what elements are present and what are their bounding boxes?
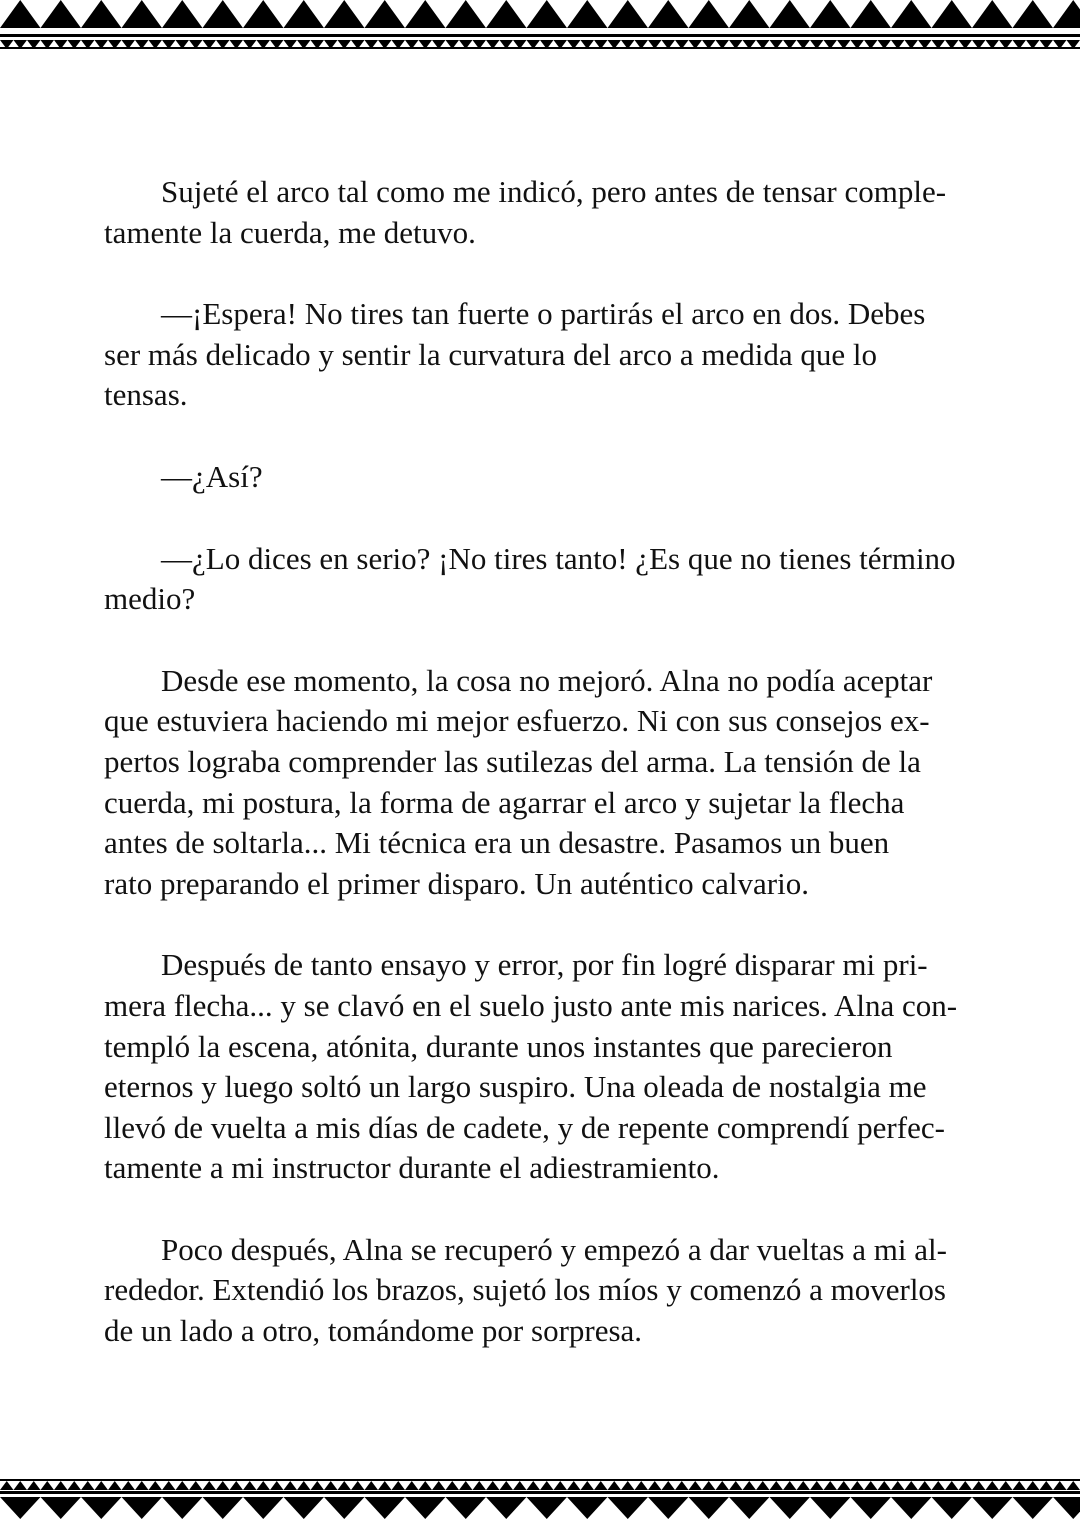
- ornament-small-triangle: [810, 1481, 824, 1490]
- ornament-triangle: [1013, 0, 1054, 28]
- ornament-small-triangle: [81, 1481, 95, 1490]
- ornament-small-triangle: [743, 1481, 757, 1490]
- ornament-small-triangle: [486, 1481, 500, 1490]
- ornament-triangle: [0, 1497, 41, 1519]
- ornament-small-triangle: [473, 1481, 487, 1490]
- ornament-small-triangle: [446, 1481, 460, 1490]
- ornament-small-triangle: [257, 1481, 271, 1490]
- ornament-small-triangle: [972, 1481, 986, 1490]
- ornament-small-triangle: [945, 1481, 959, 1490]
- ornament-triangle: [851, 0, 892, 28]
- ornament-triangle: [122, 1497, 163, 1519]
- ornament-small-triangle: [0, 1481, 14, 1490]
- ornament-triangle: [932, 1497, 973, 1519]
- ornament-small-triangle: [216, 1481, 230, 1490]
- ornament-small-triangle: [338, 1481, 352, 1490]
- ornament-small-triangle: [14, 1481, 28, 1490]
- ornament-small-triangle: [54, 1481, 68, 1490]
- ornament-triangle: [81, 0, 122, 28]
- ornament-triangle: [648, 1497, 689, 1519]
- ornament-small-triangle: [891, 1481, 905, 1490]
- ornament-triangle: [527, 1497, 568, 1519]
- ornament-small-triangle: [756, 1481, 770, 1490]
- ornament-small-triangle: [1053, 1481, 1067, 1490]
- ornament-triangle: [284, 0, 325, 28]
- ornament-small-triangle: [837, 1481, 851, 1490]
- ornament-small-triangle: [108, 1481, 122, 1490]
- ornament-triangle: [203, 1497, 244, 1519]
- ornament-small-triangle: [1040, 1481, 1054, 1490]
- ornament-triangle: [972, 1497, 1013, 1519]
- ornament-triangle: [770, 0, 811, 28]
- ornament-triangle: [284, 1497, 325, 1519]
- ornament-triangle: [810, 1497, 851, 1519]
- ornament-small-triangle: [635, 1481, 649, 1490]
- ornament-small-triangle: [1013, 1481, 1027, 1490]
- ornament-triangle: [608, 0, 649, 28]
- ornament-triangle: [203, 0, 244, 28]
- ornament-small-triangle: [918, 1481, 932, 1490]
- ornament-triangle: [162, 1497, 203, 1519]
- ornament-small-triangle: [122, 1481, 136, 1490]
- ornament-triangle: [1053, 1497, 1080, 1519]
- ornament-small-triangle: [648, 1481, 662, 1490]
- paragraph: Después de tanto ensayo y error, por fin logré disparar mi pri- mera flecha... y se clavó en el suelo justo ante mis narices. Alna con- templó la escena, atónita, durante unos instantes que parecieron eternos y luego soltó un largo suspiro. Una oleada de nostalgia me llevó de vuelta a mis días de cadete, y de repente comprendí perfec- tamente a mi instructor durante el adiestramiento.: [104, 947, 958, 1186]
- ornament-triangle: [770, 1497, 811, 1519]
- ornament-small-triangle: [1026, 1481, 1040, 1490]
- ornament-small-triangle: [567, 1481, 581, 1490]
- paragraph: —¿Así?: [161, 458, 263, 494]
- page-text: [104, 172, 978, 1393]
- ornament-small-triangle: [716, 1481, 730, 1490]
- ornament-triangle: [0, 0, 41, 28]
- ornament-small-triangle: [932, 1481, 946, 1490]
- ornament-small-triangle: [581, 1481, 595, 1490]
- ornament-small-triangle: [95, 1481, 109, 1490]
- paragraph: Sujeté el arco tal como me indicó, pero antes de tensar comple- tamente la cuerda, me detuvo.: [104, 174, 947, 250]
- ornament-small-triangle: [527, 1481, 541, 1490]
- ornament-triangle: [162, 0, 203, 28]
- ornament-small-triangle: [851, 1481, 865, 1490]
- ornament-small-triangle: [189, 1481, 203, 1490]
- ornament-small-triangle: [513, 1481, 527, 1490]
- ornament-triangle: [122, 0, 163, 28]
- ornament-small-triangle: [378, 1481, 392, 1490]
- ornament-triangle: [243, 1497, 284, 1519]
- ornament-triangle: [891, 0, 932, 28]
- ornament-triangle: [1013, 1497, 1054, 1519]
- triangle-pattern-bottom: [0, 1475, 1080, 1535]
- ornament-triangle: [689, 0, 730, 28]
- ornament-small-triangle: [432, 1481, 446, 1490]
- ornament-triangle: [324, 1497, 365, 1519]
- ornament-small-triangle: [135, 1481, 149, 1490]
- ornament-triangle: [405, 0, 446, 28]
- ornament-triangle: [729, 1497, 770, 1519]
- ornament-small-triangle: [311, 1481, 325, 1490]
- ornament-small-triangle: [689, 1481, 703, 1490]
- ornament-triangle: [365, 0, 406, 28]
- ornament-small-triangle: [540, 1481, 554, 1490]
- ornament-triangle: [729, 0, 770, 28]
- ornament-triangle: [810, 0, 851, 28]
- ornament-line: [0, 34, 1080, 37]
- ornament-small-triangle: [68, 1481, 82, 1490]
- ornament-small-triangle: [1067, 1481, 1080, 1490]
- ornament-small-triangle: [905, 1481, 919, 1490]
- paragraph: Poco después, Alna se recuperó y empezó a dar vueltas a mi al- rededor. Extendió los brazos, sujetó los míos y comenzó a moverlos de un lado a otro, tomándome por sorpresa.: [104, 1231, 947, 1349]
- ornament-small-triangle: [203, 1481, 217, 1490]
- ornament-small-triangle: [675, 1481, 689, 1490]
- ornament-triangle: [689, 1497, 730, 1519]
- ornament-small-triangle: [270, 1481, 284, 1490]
- ornament-triangle: [324, 0, 365, 28]
- ornament-triangle: [851, 1497, 892, 1519]
- ornament-small-triangle: [878, 1481, 892, 1490]
- ornament-small-triangle: [149, 1481, 163, 1490]
- ornament-triangle: [446, 1497, 487, 1519]
- ornament-triangle: [405, 1497, 446, 1519]
- paragraph: —¡Espera! No tires tan fuerte o partirás el arco en dos. Debes ser más delicado y sentir la curvatura del arco a medida que lo tensas.: [104, 296, 926, 413]
- ornament-triangle: [527, 0, 568, 28]
- ornament-triangle: [81, 1497, 122, 1519]
- ornament-small-triangle: [459, 1481, 473, 1490]
- ornament-triangle: [1053, 0, 1080, 28]
- ornament-triangle: [41, 0, 82, 28]
- ornament-small-triangle: [999, 1481, 1013, 1490]
- ornament-triangle: [891, 1497, 932, 1519]
- ornament-small-triangle: [986, 1481, 1000, 1490]
- ornament-line: [0, 1479, 1080, 1481]
- ornament-small-triangle: [324, 1481, 338, 1490]
- ornament-small-triangle: [297, 1481, 311, 1490]
- ornament-triangle: [41, 1497, 82, 1519]
- ornament-small-triangle: [662, 1481, 676, 1490]
- ornament-triangle: [932, 0, 973, 28]
- ornament-small-triangle: [770, 1481, 784, 1490]
- ornament-small-triangle: [824, 1481, 838, 1490]
- ornament-small-triangle: [162, 1481, 176, 1490]
- bottom-border-ornament: [0, 1475, 1080, 1535]
- top-border-ornament: [0, 0, 1080, 60]
- ornament-triangle: [567, 1497, 608, 1519]
- ornament-triangle: [648, 0, 689, 28]
- ornament-small-triangle: [392, 1481, 406, 1490]
- ornament-small-triangle: [176, 1481, 190, 1490]
- ornament-triangle: [567, 0, 608, 28]
- ornament-line: [0, 47, 1080, 49]
- ornament-small-triangle: [608, 1481, 622, 1490]
- ornament-small-triangle: [230, 1481, 244, 1490]
- ornament-small-triangle: [594, 1481, 608, 1490]
- ornament-small-triangle: [729, 1481, 743, 1490]
- ornament-small-triangle: [621, 1481, 635, 1490]
- ornament-small-triangle: [284, 1481, 298, 1490]
- ornament-small-triangle: [500, 1481, 514, 1490]
- ornament-triangle: [486, 1497, 527, 1519]
- paragraph: —¿Lo dices en serio? ¡No tires tanto! ¿Es que no tienes término medio?: [104, 540, 956, 617]
- ornament-small-triangle: [783, 1481, 797, 1490]
- paragraph: Desde ese momento, la cosa no mejoró. Alna no podía aceptar que estuviera haciendo mi mejor esfuerzo. Ni con sus consejos ex- pertos lograba comprender las sutilezas del arma. La tensión de la cuerda, mi postura, la forma de agarrar el arco y sujetar la flecha antes de soltarla... Mi técnica era un desastre. Pasamos un buen rato preparando el primer disparo. Un auténtico calvario.: [104, 662, 933, 901]
- ornament-triangle: [446, 0, 487, 28]
- ornament-line: [0, 1491, 1080, 1494]
- ornament-triangle: [365, 1497, 406, 1519]
- ornament-small-triangle: [243, 1481, 257, 1490]
- ornament-small-triangle: [405, 1481, 419, 1490]
- ornament-small-triangle: [41, 1481, 55, 1490]
- ornament-small-triangle: [351, 1481, 365, 1490]
- ornament-small-triangle: [554, 1481, 568, 1490]
- ornament-triangle: [972, 0, 1013, 28]
- ornament-small-triangle: [797, 1481, 811, 1490]
- ornament-small-triangle: [864, 1481, 878, 1490]
- triangle-pattern-top: [0, 0, 1080, 60]
- ornament-small-triangle: [702, 1481, 716, 1490]
- ornament-small-triangle: [365, 1481, 379, 1490]
- ornament-small-triangle: [27, 1481, 41, 1490]
- ornament-small-triangle: [959, 1481, 973, 1490]
- ornament-triangle: [486, 0, 527, 28]
- ornament-small-triangle: [419, 1481, 433, 1490]
- ornament-triangle: [243, 0, 284, 28]
- ornament-triangle: [608, 1497, 649, 1519]
